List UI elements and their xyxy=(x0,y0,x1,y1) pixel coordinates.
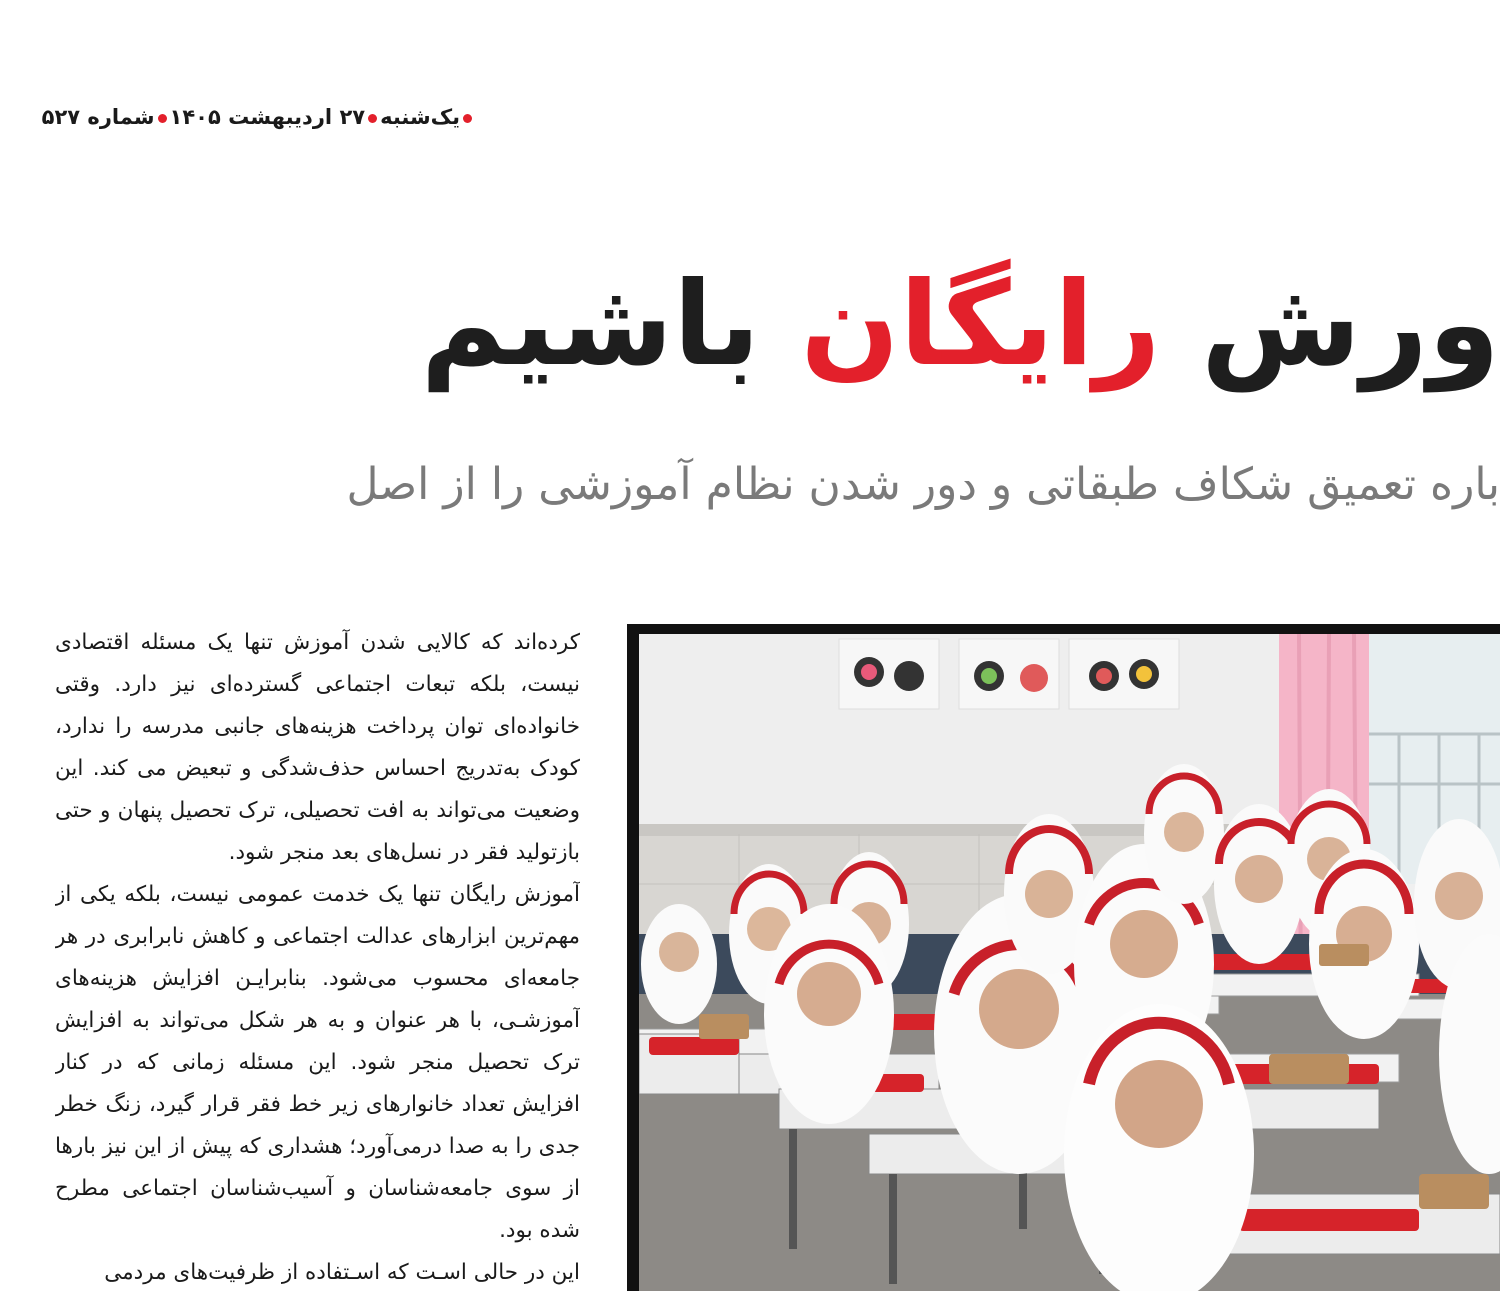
red-dot-bullet xyxy=(463,114,472,123)
headline-part-2: باشیم xyxy=(420,257,761,392)
article-photo-frame xyxy=(627,624,1500,1291)
issue-date-line xyxy=(41,100,475,134)
article-paragraph: این در حالی اسـت که اسـتفاده از ظرفیت‌های مردمی xyxy=(104,1260,580,1285)
headline-part-1: ورش xyxy=(1201,257,1500,392)
subheadline: باره تعمیق شکاف طبقاتی و دور شدن نظام آموزشی را از اصل xyxy=(346,459,1500,510)
article-body xyxy=(55,622,580,1291)
red-dot-bullet xyxy=(158,114,167,123)
date: ۲۷ اردیبهشت ۱۴۰۵ xyxy=(169,105,366,129)
issue-number: شماره ۵۲۷ xyxy=(41,105,155,129)
article-paragraph: کرده‌اند که کالایی شدن آموزش تنها یک مسئله اقتصادی نیست، بلکه تبعات اجتماعی گسترده‌ای نیز دارد. وقتی خانواده‌ای توان پرداخت هزینه‌های جانبی مدرسه را ندارد، کودک به‌تدریج احساس حذف‌شدگی و تبعیض می کند. این وضعیت می‌تواند به افت تحصیلی، ترک تحصیل پنهان و حتی بازتولید فقر در نسل‌های بعد منجر شود. xyxy=(55,630,580,865)
headline xyxy=(421,255,1500,395)
weekday: یک‌شنبه xyxy=(380,105,460,129)
classroom-photo xyxy=(639,634,1500,1291)
article-paragraph: آموزش رایگان تنها یک خدمت عمومی نیست، بلکه یکی از مهم‌ترین ابزارهای عدالت اجتماعی و کاهش نابرابری در هر جامعه‌ای محسوب می‌شود. بنابرایـن افزایش هزینه‌های آموزشـی، با هر عنوان و به هر شکل می‌تواند به افزایش ترک تحصیل منجر شود. این مسئله زمانی که در کنار افزایش تعداد خانوارهای زیر خط فقر قرار گیرد، زنگ خطر جدی را به صدا درمی‌آورد؛ هشداری که پیش از این نیز بارها از سوی جامعه‌شناسان و آسیب‌شناسان اجتماعی مطرح شده بود. xyxy=(55,882,580,1243)
red-dot-bullet xyxy=(368,114,377,123)
headline-highlight: رایگان xyxy=(800,257,1161,392)
